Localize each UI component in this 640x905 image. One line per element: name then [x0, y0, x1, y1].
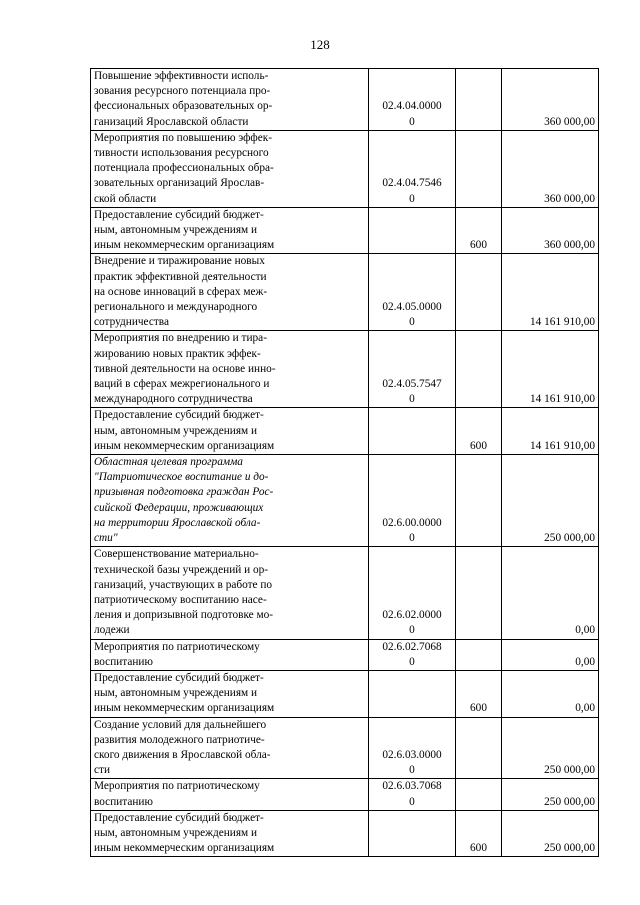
row-amount-cell: 0,00 [502, 670, 599, 717]
row-name-line: жированию новых практик эффек- [94, 347, 261, 360]
row-name-cell [91, 254, 369, 331]
table-row [91, 717, 599, 779]
row-expense-type-cell [456, 130, 502, 207]
row-amount-cell: 250 000,00 [502, 455, 599, 547]
table-row [91, 670, 599, 717]
table-row [91, 130, 599, 207]
row-name-line: технической базы учреждений и ор- [94, 563, 269, 576]
row-code-cell [369, 639, 456, 670]
row-expense-type-cell: 600 [456, 810, 502, 857]
row-name-cell [91, 69, 369, 131]
row-name-line: призывная подготовка граждан Рос- [94, 486, 274, 499]
row-name-line: на территории Ярославской обла- [94, 516, 261, 529]
row-amount-cell: 360 000,00 [502, 207, 599, 254]
table-row [91, 810, 599, 857]
row-name-line: патриотическому воспитанию насе- [94, 593, 267, 606]
row-name-cell [91, 639, 369, 670]
row-code-line: 02.6.02.7068 [382, 640, 442, 653]
row-code-line: 0 [409, 795, 415, 808]
row-expense-type-cell [456, 254, 502, 331]
row-name-line: Предоставление субсидий бюджет- [94, 671, 264, 684]
table-row [91, 779, 599, 810]
row-name-line: Мероприятия по патриотическому [94, 780, 260, 793]
row-code-cell [369, 254, 456, 331]
row-name-line: Повышение эффективности исполь- [94, 70, 269, 82]
row-code-cell [369, 455, 456, 547]
table-row [91, 408, 599, 455]
row-name-cell [91, 130, 369, 207]
row-name-line: сотрудничества [94, 316, 169, 329]
row-name-line: лодежи [94, 624, 130, 637]
row-name-line: иным некоммерческим организациям [94, 239, 275, 252]
row-code-cell [369, 130, 456, 207]
row-name-cell [91, 331, 369, 408]
row-amount-cell: 14 161 910,00 [502, 331, 599, 408]
row-code-line: 02.4.04.7546 [382, 177, 442, 190]
row-name-line: ваций в сферах межрегионального и [94, 378, 270, 391]
row-name-line: Областная целевая программа [94, 456, 243, 469]
row-name-line: иным некоммерческим организациям [94, 702, 275, 715]
row-amount-cell: 14 161 910,00 [502, 254, 599, 331]
row-code-cell [369, 779, 456, 810]
row-amount-cell: 360 000,00 [502, 130, 599, 207]
row-name-line: Предоставление субсидий бюджет- [94, 811, 264, 824]
row-name-line: иным некоммерческим организациям [94, 439, 275, 452]
row-code-line: 02.6.03.0000 [382, 748, 442, 761]
row-code-cell [369, 810, 456, 857]
row-expense-type-cell [456, 779, 502, 810]
row-name-line: сийской Федерации, проживающих [94, 501, 264, 514]
row-code-line: 0 [409, 764, 415, 777]
row-code-line: 02.6.00.0000 [382, 516, 442, 529]
row-name-line: Внедрение и тиражирование новых [94, 255, 265, 268]
row-name-line: воспитанию [94, 795, 153, 808]
row-code-line: 0 [409, 532, 415, 545]
table-row [91, 547, 599, 639]
row-name-line: ской области [94, 192, 157, 205]
table-row [91, 455, 599, 547]
row-name-cell [91, 717, 369, 779]
row-name-line: ным, автономным учреждениям и [94, 687, 258, 700]
row-code-line: 0 [409, 316, 415, 329]
row-code-line: 0 [409, 655, 415, 668]
row-expense-type-cell: 600 [456, 207, 502, 254]
row-code-line: 02.6.03.7068 [382, 780, 442, 793]
row-name-line: регионального и международного [94, 301, 258, 314]
row-name-line: Мероприятия по патриотическому [94, 640, 260, 653]
row-amount-cell: 250 000,00 [502, 779, 599, 810]
row-name-line: ления и допризывной подготовке мо- [94, 609, 274, 622]
row-name-line: тивной деятельности на основе инно- [94, 362, 276, 375]
row-expense-type-cell [456, 547, 502, 639]
row-name-line: иным некоммерческим организациям [94, 842, 275, 855]
row-code-cell [369, 670, 456, 717]
row-code-cell [369, 408, 456, 455]
row-code-line: 0 [409, 115, 415, 128]
row-code-cell [369, 717, 456, 779]
row-name-line: Предоставление субсидий бюджет- [94, 208, 264, 221]
row-amount-cell: 0,00 [502, 639, 599, 670]
row-name-line: фессиональных образовательных ор- [94, 100, 273, 113]
row-code-cell [369, 547, 456, 639]
row-name-line: сти" [94, 532, 118, 545]
row-name-line: ского движения в Ярославской обла- [94, 748, 271, 761]
row-name-line: на основе инноваций в сферах меж- [94, 285, 268, 298]
row-name-line: тивности использования ресурсного [94, 147, 269, 160]
row-amount-cell: 0,00 [502, 547, 599, 639]
row-name-line: ганизаций, участвующих в работе по [94, 578, 273, 591]
row-name-line: Мероприятия по внедрению и тира- [94, 332, 267, 345]
row-name-line: Мероприятия по повышению эффек- [94, 131, 272, 144]
row-name-cell [91, 408, 369, 455]
row-name-cell [91, 207, 369, 254]
row-expense-type-cell [456, 455, 502, 547]
table-row [91, 331, 599, 408]
row-name-line: зовательных организаций Ярослав- [94, 177, 265, 190]
row-name-line: воспитанию [94, 655, 153, 668]
row-code-line: 0 [409, 393, 415, 406]
row-name-line: Предоставление субсидий бюджет- [94, 409, 264, 422]
row-expense-type-cell: 600 [456, 408, 502, 455]
table-row [91, 207, 599, 254]
row-amount-cell: 360 000,00 [502, 69, 599, 131]
row-name-line: ганизаций Ярославской области [94, 115, 249, 128]
row-name-line: сти [94, 764, 110, 777]
row-expense-type-cell: 600 [456, 670, 502, 717]
row-amount-cell: 250 000,00 [502, 810, 599, 857]
row-name-line: Создание условий для дальнейшего [94, 718, 267, 731]
row-amount-cell: 250 000,00 [502, 717, 599, 779]
row-code-cell [369, 331, 456, 408]
budget-table [90, 68, 599, 857]
page-number: 128 [310, 37, 330, 52]
row-name-line: ным, автономным учреждениям и [94, 826, 258, 839]
row-name-cell [91, 547, 369, 639]
row-name-line: потенциала профессиональных обра- [94, 162, 274, 175]
row-name-cell [91, 779, 369, 810]
table-row [91, 254, 599, 331]
table-row [91, 639, 599, 670]
row-name-line: ным, автономным учреждениям и [94, 424, 258, 437]
row-code-line: 02.4.04.0000 [382, 100, 442, 113]
row-code-cell [369, 207, 456, 254]
row-name-line: "Патриотическое воспитание и до- [94, 471, 269, 484]
row-name-cell [91, 455, 369, 547]
row-name-line: практик эффективной деятельности [94, 270, 267, 283]
row-name-cell [91, 670, 369, 717]
row-name-line: зования ресурсного потенциала про- [94, 85, 271, 98]
row-name-line: международного сотрудничества [94, 393, 253, 406]
row-name-cell [91, 810, 369, 857]
row-name-line: ным, автономным учреждениям и [94, 224, 258, 237]
row-code-line: 02.6.02.0000 [382, 609, 442, 622]
row-code-line: 02.4.05.0000 [382, 301, 442, 314]
budget-table-body [91, 69, 599, 857]
row-name-line: развития молодежного патриотиче- [94, 733, 265, 746]
table-row [91, 69, 599, 131]
row-code-line: 0 [409, 624, 415, 637]
row-expense-type-cell [456, 331, 502, 408]
row-name-line: Совершенствование материально- [94, 548, 259, 561]
row-code-line: 02.4.05.7547 [382, 378, 442, 391]
row-code-line: 0 [409, 192, 415, 205]
row-code-cell [369, 69, 456, 131]
row-expense-type-cell [456, 717, 502, 779]
row-expense-type-cell [456, 639, 502, 670]
row-amount-cell: 14 161 910,00 [502, 408, 599, 455]
row-expense-type-cell [456, 69, 502, 131]
